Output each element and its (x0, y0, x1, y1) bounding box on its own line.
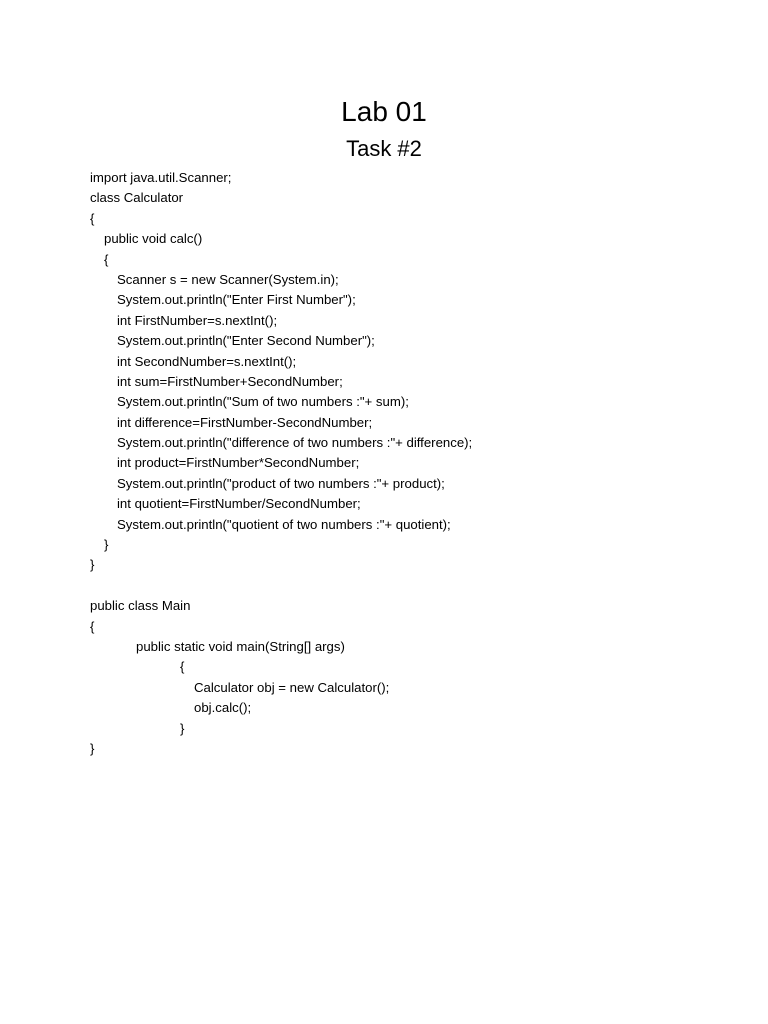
code-line: int SecondNumber=s.nextInt(); (117, 353, 297, 369)
code-line: System.out.println("product of two numbers :"+ product); (117, 475, 445, 491)
code-line: int product=FirstNumber*SecondNumber; (117, 455, 360, 471)
code-line: public void calc() (104, 231, 203, 247)
code-line: Scanner s = new Scanner(System.in); (117, 271, 339, 287)
code-line: Calculator obj = new Calculator(); (194, 679, 390, 695)
code-line (0, 576, 768, 596)
code-line: } (104, 537, 109, 553)
code-line: import java.util.Scanner; (90, 170, 232, 185)
code-line: { (90, 618, 95, 634)
code-line: { (104, 251, 109, 267)
code-line: class Calculator (90, 190, 184, 206)
code-line: System.out.println("quotient of two numbers :"+ quotient); (117, 516, 451, 532)
code-line: } (180, 720, 185, 736)
code-line: { (90, 210, 95, 226)
code-block (0, 168, 768, 759)
code-line: public class Main (90, 598, 191, 614)
code-line: System.out.println("difference of two numbers :"+ difference); (117, 435, 473, 451)
code-line: int quotient=FirstNumber/SecondNumber; (117, 496, 361, 512)
code-line: public static void main(String[] args) (136, 638, 345, 654)
code-line: System.out.println("Enter Second Number"); (117, 333, 375, 349)
code-line: System.out.println("Enter First Number"); (117, 292, 356, 308)
code-line: System.out.println("Sum of two numbers :"+ sum); (117, 394, 409, 410)
code-line: } (90, 557, 95, 573)
code-line: int difference=FirstNumber-SecondNumber; (117, 414, 373, 430)
code-line: int sum=FirstNumber+SecondNumber; (117, 373, 343, 389)
page-title: Lab 01 (341, 96, 427, 127)
code-line: { (180, 659, 185, 675)
page-subtitle: Task #2 (346, 136, 422, 161)
code-line: } (90, 740, 95, 756)
code-line: int FirstNumber=s.nextInt(); (117, 312, 278, 328)
code-line: obj.calc(); (194, 700, 252, 716)
